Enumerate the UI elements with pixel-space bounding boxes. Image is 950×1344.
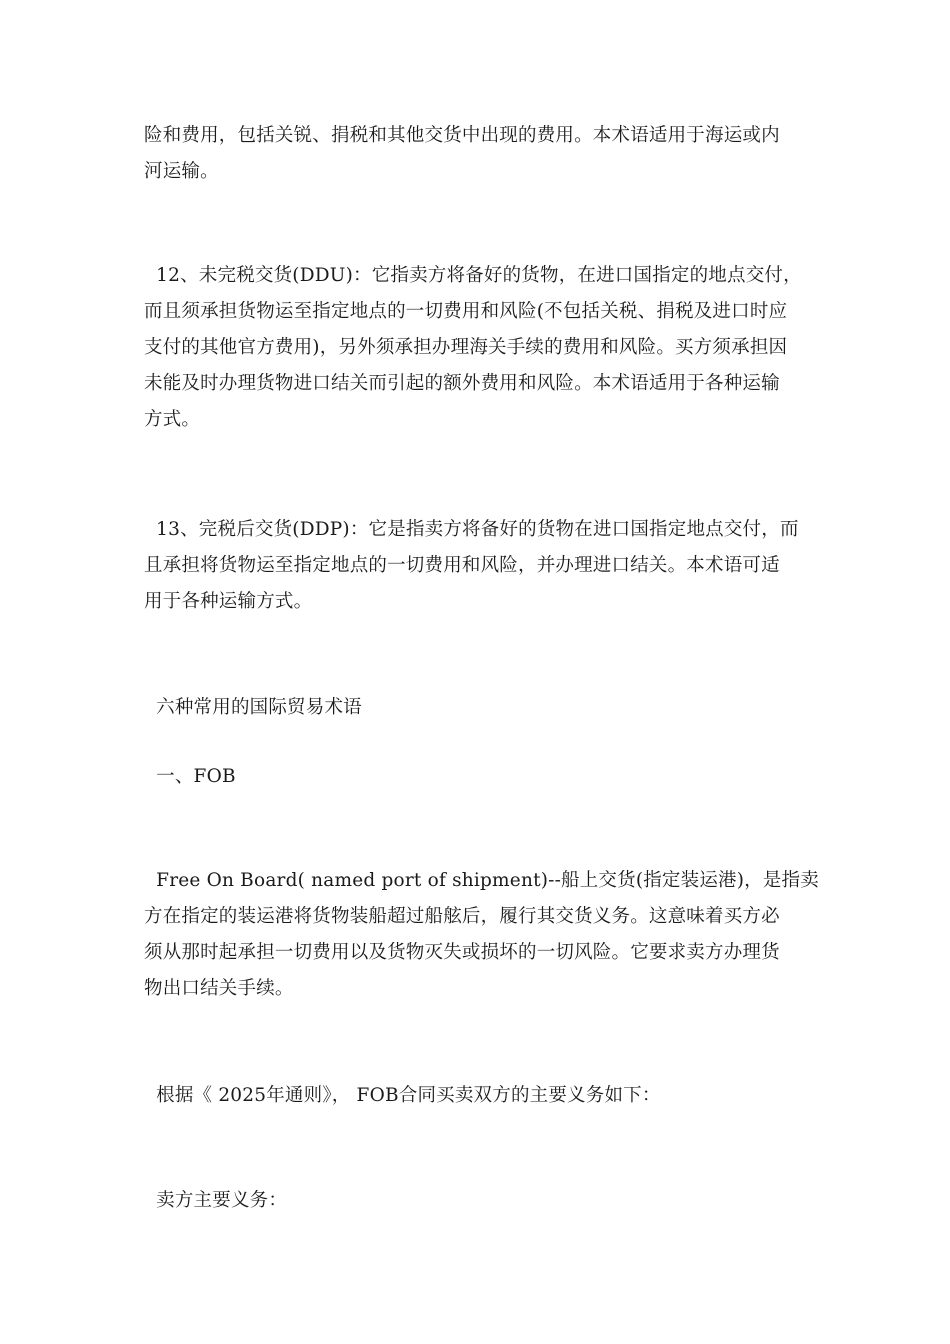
text-line: 卖方主要义务： (144, 1190, 288, 1211)
text-line: 根据《 2025年通则》， FOB合同买卖双方的主要义务如下： (144, 1085, 661, 1106)
paragraph-fob-obligations-intro (144, 1078, 809, 1114)
text-line: 物出口结关手续。 (144, 978, 294, 999)
text-line: 用于各种运输方式。 (144, 591, 313, 612)
paragraph-fob-definition (144, 863, 819, 1007)
text-line: 方式。 (144, 409, 201, 430)
text-line: 方在指定的装运港将货物装船超过船舷后，履行其交货义务。这意味着买方必 (144, 906, 780, 927)
text-line: 13、完税后交货(DDP)：它是指卖方将备好的货物在进口国指定地点交付，而 (144, 519, 799, 540)
text-line: 12、未完税交货(DDU)：它指卖方将备好的货物，在进口国指定的地点交付， (144, 265, 802, 286)
paragraph-seller-obligations (144, 1183, 809, 1219)
text-line: 未能及时办理货物进口结关而引起的额外费用和风险。本术语适用于各种运输 (144, 373, 780, 394)
heading-text: 一、FOB (144, 766, 236, 787)
text-line: 险和费用，包括关锐、捐税和其他交货中出现的费用。本术语适用于海运或内 (144, 125, 780, 146)
section-heading (144, 690, 809, 726)
paragraph-ddp (144, 512, 809, 620)
text-line: 且承担将货物运至指定地点的一切费用和风险，并办理进口结关。本术语可适 (144, 555, 780, 576)
text-line: 河运输。 (144, 161, 219, 182)
subsection-heading-fob (144, 759, 809, 795)
text-line: Free On Board( named port of shipment)--船上交货(指定装运港)，是指卖 (144, 870, 819, 891)
text-line: 须从那时起承担一切费用以及货物灭失或损坏的一切风险。它要求卖方办理货 (144, 942, 780, 963)
text-line: 而且须承担货物运至指定地点的一切费用和风险(不包括关税、捐税及进口时应 (144, 301, 788, 322)
heading-text: 六种常用的国际贸易术语 (144, 697, 362, 718)
paragraph-ddu (144, 258, 809, 438)
text-line: 支付的其他官方费用)，另外须承担办理海关手续的费用和风险。买方须承担因 (144, 337, 788, 358)
paragraph-cost-continuation (144, 118, 809, 190)
